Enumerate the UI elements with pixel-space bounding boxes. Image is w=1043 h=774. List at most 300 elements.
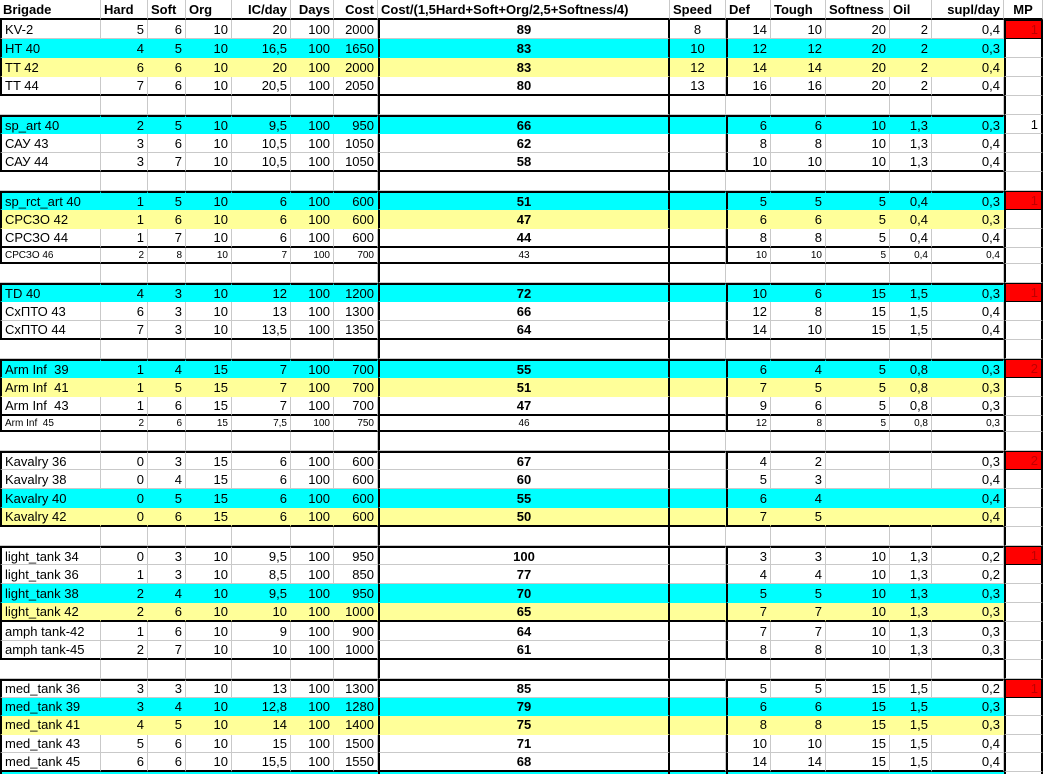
cell-hard[interactable]: 2: [101, 641, 148, 660]
cell-formula[interactable]: 72: [378, 283, 670, 302]
cell-label[interactable]: light_tank 34: [0, 546, 101, 565]
cell-tough[interactable]: 2: [771, 451, 826, 470]
cell-blank[interactable]: [726, 264, 771, 283]
cell-cost[interactable]: 950: [334, 546, 378, 565]
header-def[interactable]: Def: [726, 0, 771, 20]
cell-icday[interactable]: 8,5: [232, 565, 291, 584]
cell-mp[interactable]: [1004, 302, 1043, 321]
cell-blank[interactable]: [890, 527, 932, 546]
cell-icday[interactable]: 6: [232, 191, 291, 210]
cell-blank[interactable]: [148, 432, 186, 451]
cell-speed[interactable]: [670, 603, 726, 622]
cell-mp[interactable]: 2: [1004, 359, 1043, 378]
header-icday[interactable]: IC/day: [232, 0, 291, 20]
cell-blank[interactable]: [291, 172, 334, 191]
cell-soft[interactable]: 6: [148, 134, 186, 153]
cell-tough[interactable]: 3: [771, 470, 826, 489]
cell-softness[interactable]: 10: [826, 153, 890, 172]
cell-hard[interactable]: 1: [101, 565, 148, 584]
cell-softness[interactable]: 5: [826, 416, 890, 432]
cell-org[interactable]: 10: [186, 584, 232, 603]
cell-org[interactable]: 10: [186, 134, 232, 153]
cell-supl[interactable]: 0,4: [932, 248, 1004, 264]
cell-def[interactable]: 4: [726, 451, 771, 470]
cell-softness[interactable]: 20: [826, 20, 890, 39]
cell-oil[interactable]: 0,8: [890, 359, 932, 378]
cell-def[interactable]: 8: [726, 229, 771, 248]
cell-hard[interactable]: 4: [101, 39, 148, 58]
cell-hard[interactable]: 1: [101, 397, 148, 416]
cell-speed[interactable]: [670, 283, 726, 302]
cell-org[interactable]: 10: [186, 622, 232, 641]
cell-softness[interactable]: 5: [826, 248, 890, 264]
cell-org[interactable]: 10: [186, 302, 232, 321]
cell-hard[interactable]: 1: [101, 378, 148, 397]
cell-days[interactable]: 100: [291, 58, 334, 77]
cell-days[interactable]: 100: [291, 191, 334, 210]
cell-icday[interactable]: 9,5: [232, 546, 291, 565]
cell-soft[interactable]: 3: [148, 283, 186, 302]
cell-mp[interactable]: [1004, 416, 1043, 432]
cell-icday[interactable]: 10: [232, 603, 291, 622]
cell-blank[interactable]: [670, 527, 726, 546]
cell-hard[interactable]: 6: [101, 302, 148, 321]
cell-blank[interactable]: [334, 172, 378, 191]
cell-label[interactable]: light_tank 36: [0, 565, 101, 584]
cell-blank[interactable]: [186, 527, 232, 546]
cell-tough[interactable]: 8: [771, 229, 826, 248]
cell-softness[interactable]: 5: [826, 229, 890, 248]
cell-oil[interactable]: 0,8: [890, 416, 932, 432]
cell-mp[interactable]: 1: [1004, 679, 1043, 698]
cell-oil[interactable]: [890, 489, 932, 508]
cell-soft[interactable]: 4: [148, 470, 186, 489]
cell-cost[interactable]: 600: [334, 508, 378, 527]
cell-oil[interactable]: 1,3: [890, 603, 932, 622]
cell-oil[interactable]: 2: [890, 77, 932, 96]
cell-blank[interactable]: [378, 660, 670, 679]
cell-speed[interactable]: [670, 546, 726, 565]
cell-blank[interactable]: [670, 172, 726, 191]
cell-oil[interactable]: [890, 508, 932, 527]
cell-days[interactable]: 100: [291, 470, 334, 489]
cell-speed[interactable]: [670, 641, 726, 660]
cell-days[interactable]: 100: [291, 321, 334, 340]
cell-def[interactable]: 5: [726, 191, 771, 210]
cell-def[interactable]: 8: [726, 716, 771, 735]
cell-softness[interactable]: 10: [826, 603, 890, 622]
cell-icday[interactable]: 20: [232, 20, 291, 39]
cell-blank[interactable]: [771, 172, 826, 191]
cell-def[interactable]: 10: [726, 248, 771, 264]
cell-soft[interactable]: 6: [148, 416, 186, 432]
cell-tough[interactable]: 5: [771, 679, 826, 698]
cell-cost[interactable]: 1350: [334, 321, 378, 340]
cell-label[interactable]: TT 42: [0, 58, 101, 77]
cell-oil[interactable]: 1,5: [890, 698, 932, 717]
cell-blank[interactable]: [101, 96, 148, 115]
cell-mp[interactable]: [1004, 248, 1043, 264]
cell-tough[interactable]: 7: [771, 622, 826, 641]
cell-formula[interactable]: 64: [378, 622, 670, 641]
cell-supl[interactable]: 0,4: [932, 20, 1004, 39]
cell-speed[interactable]: [670, 716, 726, 735]
cell-blank[interactable]: [826, 340, 890, 359]
cell-label[interactable]: Arm Inf 41: [0, 378, 101, 397]
cell-softness[interactable]: 15: [826, 716, 890, 735]
cell-softness[interactable]: 20: [826, 58, 890, 77]
cell-softness[interactable]: 15: [826, 679, 890, 698]
cell-label[interactable]: med_tank 45: [0, 753, 101, 772]
cell-tough[interactable]: 5: [771, 191, 826, 210]
cell-label[interactable]: KV-2: [0, 20, 101, 39]
cell-softness[interactable]: 10: [826, 565, 890, 584]
cell-mp[interactable]: [1004, 470, 1043, 489]
header-oil[interactable]: Oil: [890, 0, 932, 20]
cell-mp[interactable]: 1: [1004, 191, 1043, 210]
cell-mp[interactable]: [1004, 565, 1043, 584]
cell-blank[interactable]: [0, 172, 101, 191]
cell-supl[interactable]: 0,4: [932, 735, 1004, 754]
cell-label[interactable]: САУ 44: [0, 153, 101, 172]
cell-blank[interactable]: [932, 340, 1004, 359]
cell-speed[interactable]: [670, 416, 726, 432]
cell-speed[interactable]: [670, 753, 726, 772]
cell-softness[interactable]: 20: [826, 39, 890, 58]
cell-days[interactable]: 100: [291, 115, 334, 134]
cell-speed[interactable]: 10: [670, 39, 726, 58]
cell-icday[interactable]: 9,5: [232, 584, 291, 603]
cell-speed[interactable]: [670, 451, 726, 470]
cell-hard[interactable]: 2: [101, 115, 148, 134]
cell-def[interactable]: 12: [726, 39, 771, 58]
cell-org[interactable]: 10: [186, 565, 232, 584]
cell-softness[interactable]: 5: [826, 378, 890, 397]
cell-blank[interactable]: [1004, 264, 1043, 283]
cell-icday[interactable]: 6: [232, 470, 291, 489]
cell-supl[interactable]: 0,4: [932, 134, 1004, 153]
cell-speed[interactable]: [670, 191, 726, 210]
cell-soft[interactable]: 7: [148, 153, 186, 172]
cell-blank[interactable]: [186, 660, 232, 679]
cell-label[interactable]: sp_rct_art 40: [0, 191, 101, 210]
cell-supl[interactable]: 0,4: [932, 58, 1004, 77]
cell-cost[interactable]: 600: [334, 191, 378, 210]
cell-cost[interactable]: 1550: [334, 753, 378, 772]
header-days[interactable]: Days: [291, 0, 334, 20]
cell-blank[interactable]: [826, 172, 890, 191]
cell-days[interactable]: 100: [291, 153, 334, 172]
cell-blank[interactable]: [890, 172, 932, 191]
cell-oil[interactable]: 1,5: [890, 679, 932, 698]
cell-tough[interactable]: 4: [771, 565, 826, 584]
cell-blank[interactable]: [378, 432, 670, 451]
cell-mp[interactable]: [1004, 622, 1043, 641]
cell-blank[interactable]: [232, 264, 291, 283]
cell-blank[interactable]: [232, 96, 291, 115]
cell-blank[interactable]: [101, 172, 148, 191]
cell-icday[interactable]: 13,5: [232, 321, 291, 340]
cell-org[interactable]: 10: [186, 698, 232, 717]
cell-tough[interactable]: 8: [771, 641, 826, 660]
cell-supl[interactable]: 0,3: [932, 641, 1004, 660]
cell-oil[interactable]: 1,5: [890, 283, 932, 302]
cell-cost[interactable]: 950: [334, 115, 378, 134]
cell-tough[interactable]: 8: [771, 134, 826, 153]
cell-cost[interactable]: 1050: [334, 134, 378, 153]
cell-mp[interactable]: 1: [1004, 546, 1043, 565]
cell-label[interactable]: Kavalry 38: [0, 470, 101, 489]
cell-oil[interactable]: 1,5: [890, 753, 932, 772]
cell-icday[interactable]: 15: [232, 735, 291, 754]
cell-def[interactable]: 14: [726, 753, 771, 772]
cell-blank[interactable]: [148, 660, 186, 679]
cell-supl[interactable]: 0,3: [932, 451, 1004, 470]
cell-tough[interactable]: 12: [771, 39, 826, 58]
cell-speed[interactable]: [670, 565, 726, 584]
cell-def[interactable]: 14: [726, 58, 771, 77]
cell-speed[interactable]: [670, 679, 726, 698]
cell-def[interactable]: 10: [726, 735, 771, 754]
header-cost[interactable]: Cost: [334, 0, 378, 20]
cell-label[interactable]: light_tank 42: [0, 603, 101, 622]
cell-org[interactable]: 10: [186, 248, 232, 264]
cell-blank[interactable]: [378, 340, 670, 359]
cell-days[interactable]: 100: [291, 622, 334, 641]
cell-oil[interactable]: 1,5: [890, 302, 932, 321]
cell-hard[interactable]: 0: [101, 508, 148, 527]
cell-def[interactable]: 5: [726, 679, 771, 698]
cell-tough[interactable]: 7: [771, 603, 826, 622]
cell-softness[interactable]: [826, 470, 890, 489]
cell-blank[interactable]: [670, 432, 726, 451]
cell-blank[interactable]: [890, 264, 932, 283]
cell-tough[interactable]: 10: [771, 20, 826, 39]
cell-cost[interactable]: 1050: [334, 153, 378, 172]
cell-def[interactable]: 6: [726, 489, 771, 508]
cell-days[interactable]: 100: [291, 735, 334, 754]
cell-softness[interactable]: 15: [826, 283, 890, 302]
cell-blank[interactable]: [1004, 432, 1043, 451]
cell-label[interactable]: TT 44: [0, 77, 101, 96]
cell-supl[interactable]: 0,4: [932, 302, 1004, 321]
cell-speed[interactable]: [670, 622, 726, 641]
cell-blank[interactable]: [101, 527, 148, 546]
cell-supl[interactable]: 0,3: [932, 39, 1004, 58]
cell-def[interactable]: 6: [726, 359, 771, 378]
cell-soft[interactable]: 8: [148, 248, 186, 264]
cell-formula[interactable]: 50: [378, 508, 670, 527]
cell-blank[interactable]: [726, 340, 771, 359]
cell-days[interactable]: 100: [291, 283, 334, 302]
cell-blank[interactable]: [1004, 527, 1043, 546]
cell-cost[interactable]: 600: [334, 470, 378, 489]
cell-softness[interactable]: [826, 451, 890, 470]
cell-blank[interactable]: [771, 264, 826, 283]
cell-soft[interactable]: 3: [148, 679, 186, 698]
cell-def[interactable]: 10: [726, 153, 771, 172]
cell-speed[interactable]: 12: [670, 58, 726, 77]
cell-soft[interactable]: 3: [148, 302, 186, 321]
cell-oil[interactable]: [890, 470, 932, 489]
cell-soft[interactable]: 6: [148, 622, 186, 641]
cell-icday[interactable]: 20,5: [232, 77, 291, 96]
cell-soft[interactable]: 6: [148, 753, 186, 772]
cell-supl[interactable]: 0,3: [932, 210, 1004, 229]
cell-oil[interactable]: 1,3: [890, 134, 932, 153]
cell-hard[interactable]: 0: [101, 546, 148, 565]
cell-mp[interactable]: [1004, 735, 1043, 754]
cell-blank[interactable]: [291, 660, 334, 679]
cell-label[interactable]: СРСЗО 46: [0, 248, 101, 264]
cell-blank[interactable]: [334, 340, 378, 359]
cell-icday[interactable]: 6: [232, 489, 291, 508]
cell-soft[interactable]: 6: [148, 20, 186, 39]
cell-softness[interactable]: 10: [826, 546, 890, 565]
cell-label[interactable]: СРСЗО 42: [0, 210, 101, 229]
cell-formula[interactable]: 51: [378, 378, 670, 397]
cell-supl[interactable]: 0,3: [932, 584, 1004, 603]
cell-speed[interactable]: [670, 153, 726, 172]
cell-tough[interactable]: 8: [771, 302, 826, 321]
cell-formula[interactable]: 83: [378, 39, 670, 58]
cell-softness[interactable]: 10: [826, 134, 890, 153]
cell-speed[interactable]: [670, 698, 726, 717]
cell-blank[interactable]: [334, 264, 378, 283]
cell-soft[interactable]: 4: [148, 359, 186, 378]
cell-hard[interactable]: 4: [101, 716, 148, 735]
cell-blank[interactable]: [890, 96, 932, 115]
cell-formula[interactable]: 61: [378, 641, 670, 660]
cell-blank[interactable]: [670, 340, 726, 359]
cell-def[interactable]: 10: [726, 283, 771, 302]
cell-cost[interactable]: 1300: [334, 679, 378, 698]
cell-blank[interactable]: [932, 264, 1004, 283]
cell-days[interactable]: 100: [291, 302, 334, 321]
cell-days[interactable]: 100: [291, 679, 334, 698]
cell-speed[interactable]: 8: [670, 20, 726, 39]
cell-softness[interactable]: 15: [826, 698, 890, 717]
header-tough[interactable]: Tough: [771, 0, 826, 20]
cell-oil[interactable]: 0,4: [890, 210, 932, 229]
cell-speed[interactable]: [670, 359, 726, 378]
cell-hard[interactable]: 7: [101, 77, 148, 96]
cell-days[interactable]: 100: [291, 134, 334, 153]
cell-supl[interactable]: 0,4: [932, 153, 1004, 172]
cell-oil[interactable]: 1,3: [890, 153, 932, 172]
cell-org[interactable]: 10: [186, 321, 232, 340]
header-hard[interactable]: Hard: [101, 0, 148, 20]
cell-formula[interactable]: 65: [378, 603, 670, 622]
cell-cost[interactable]: 1500: [334, 735, 378, 754]
cell-tough[interactable]: 3: [771, 546, 826, 565]
cell-org[interactable]: 10: [186, 229, 232, 248]
cell-supl[interactable]: 0,3: [932, 378, 1004, 397]
cell-icday[interactable]: 15,5: [232, 753, 291, 772]
cell-blank[interactable]: [378, 264, 670, 283]
cell-supl[interactable]: 0,3: [932, 359, 1004, 378]
cell-hard[interactable]: 0: [101, 489, 148, 508]
cell-supl[interactable]: 0,3: [932, 622, 1004, 641]
cell-blank[interactable]: [771, 660, 826, 679]
cell-soft[interactable]: 3: [148, 451, 186, 470]
cell-formula[interactable]: 70: [378, 584, 670, 603]
cell-blank[interactable]: [1004, 340, 1043, 359]
cell-supl[interactable]: 0,3: [932, 283, 1004, 302]
cell-blank[interactable]: [670, 96, 726, 115]
cell-hard[interactable]: 0: [101, 451, 148, 470]
cell-cost[interactable]: 700: [334, 397, 378, 416]
cell-supl[interactable]: 0,3: [932, 716, 1004, 735]
cell-softness[interactable]: 5: [826, 191, 890, 210]
cell-formula[interactable]: 44: [378, 229, 670, 248]
cell-def[interactable]: 14: [726, 321, 771, 340]
cell-blank[interactable]: [378, 172, 670, 191]
cell-label[interactable]: СхПТО 44: [0, 321, 101, 340]
cell-icday[interactable]: 7: [232, 359, 291, 378]
cell-icday[interactable]: 20: [232, 58, 291, 77]
cell-softness[interactable]: 20: [826, 77, 890, 96]
cell-label[interactable]: med_tank 36: [0, 679, 101, 698]
cell-soft[interactable]: 6: [148, 603, 186, 622]
header-softness[interactable]: Softness: [826, 0, 890, 20]
cell-days[interactable]: 100: [291, 546, 334, 565]
cell-supl[interactable]: 0,2: [932, 565, 1004, 584]
cell-oil[interactable]: 1,5: [890, 321, 932, 340]
cell-icday[interactable]: 13: [232, 679, 291, 698]
cell-softness[interactable]: 15: [826, 753, 890, 772]
cell-oil[interactable]: 0,4: [890, 229, 932, 248]
cell-blank[interactable]: [670, 660, 726, 679]
cell-icday[interactable]: 6: [232, 508, 291, 527]
cell-blank[interactable]: [771, 527, 826, 546]
cell-tough[interactable]: 5: [771, 584, 826, 603]
cell-supl[interactable]: 0,2: [932, 546, 1004, 565]
cell-softness[interactable]: 15: [826, 302, 890, 321]
cell-tough[interactable]: 10: [771, 248, 826, 264]
cell-days[interactable]: 100: [291, 378, 334, 397]
cell-tough[interactable]: 16: [771, 77, 826, 96]
cell-cost[interactable]: 600: [334, 210, 378, 229]
cell-oil[interactable]: 0,4: [890, 191, 932, 210]
cell-mp[interactable]: 2: [1004, 451, 1043, 470]
cell-org[interactable]: 10: [186, 679, 232, 698]
cell-blank[interactable]: [1004, 660, 1043, 679]
cell-org[interactable]: 10: [186, 735, 232, 754]
cell-blank[interactable]: [0, 264, 101, 283]
cell-days[interactable]: 100: [291, 229, 334, 248]
cell-blank[interactable]: [932, 432, 1004, 451]
cell-formula[interactable]: 89: [378, 20, 670, 39]
cell-blank[interactable]: [726, 172, 771, 191]
cell-label[interactable]: amph tank-42: [0, 622, 101, 641]
cell-icday[interactable]: 9,5: [232, 115, 291, 134]
cell-org[interactable]: 10: [186, 153, 232, 172]
cell-hard[interactable]: 3: [101, 153, 148, 172]
cell-blank[interactable]: [291, 96, 334, 115]
cell-soft[interactable]: 4: [148, 584, 186, 603]
cell-blank[interactable]: [1004, 96, 1043, 115]
cell-cost[interactable]: 2050: [334, 77, 378, 96]
cell-speed[interactable]: [670, 210, 726, 229]
cell-formula[interactable]: 43: [378, 248, 670, 264]
cell-blank[interactable]: [0, 660, 101, 679]
cell-supl[interactable]: 0,3: [932, 698, 1004, 717]
cell-org[interactable]: 15: [186, 489, 232, 508]
cell-icday[interactable]: 7: [232, 397, 291, 416]
cell-tough[interactable]: 14: [771, 753, 826, 772]
cell-org[interactable]: 15: [186, 470, 232, 489]
